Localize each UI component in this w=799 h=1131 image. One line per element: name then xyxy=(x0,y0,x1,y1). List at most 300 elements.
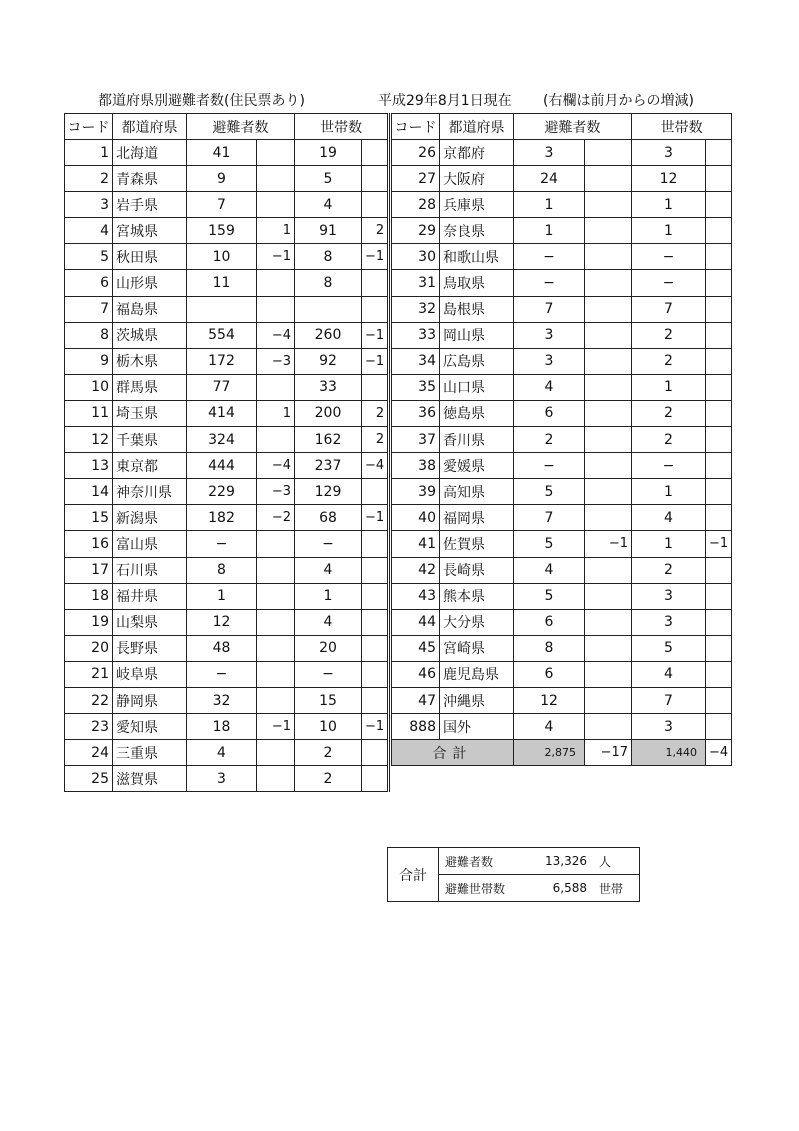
household-count: 5 xyxy=(295,166,362,192)
prefecture-name: 群馬県 xyxy=(113,374,187,400)
prefecture-name: 岡山県 xyxy=(440,322,514,348)
table-row xyxy=(65,244,389,270)
evacuee-change: −1 xyxy=(257,244,295,270)
evacuee-change xyxy=(585,453,632,479)
prefecture-name: 福島県 xyxy=(113,296,187,322)
household-change xyxy=(362,192,389,218)
household-count: 7 xyxy=(632,296,706,322)
prefecture-code: 4 xyxy=(65,218,113,244)
evacuees-total-unit: 人 xyxy=(593,848,640,875)
evacuees-header: 避難者数 xyxy=(514,114,632,140)
evacuee-count: 77 xyxy=(187,374,257,400)
left-prefecture-table xyxy=(64,113,390,792)
household-count: 19 xyxy=(295,140,362,166)
household-change xyxy=(706,270,732,296)
evacuee-change: −3 xyxy=(257,479,295,505)
evacuee-change xyxy=(257,687,295,713)
prefecture-code: 5 xyxy=(65,244,113,270)
household-count: − xyxy=(632,244,706,270)
evacuee-count: 4 xyxy=(514,557,585,583)
household-change xyxy=(706,140,732,166)
evacuee-change xyxy=(585,400,632,426)
households-total-label: 避難世帯数 xyxy=(439,875,522,902)
evacuee-change xyxy=(585,583,632,609)
prefecture-code: 888 xyxy=(392,714,440,740)
household-count: 3 xyxy=(632,140,706,166)
evacuee-count: 172 xyxy=(187,348,257,374)
household-count: 1 xyxy=(632,374,706,400)
evacuee-count: − xyxy=(514,244,585,270)
prefecture-name: 埼玉県 xyxy=(113,400,187,426)
table-row xyxy=(392,296,732,322)
household-count: 2 xyxy=(632,557,706,583)
households-total-unit: 世帯 xyxy=(593,875,640,902)
household-change xyxy=(362,583,389,609)
evacuee-count: 159 xyxy=(187,218,257,244)
right-prefecture-table xyxy=(391,113,732,766)
table-row xyxy=(65,296,389,322)
table-row xyxy=(392,218,732,244)
subtotal-households: 1,440 xyxy=(632,740,706,766)
evacuee-count: 5 xyxy=(514,583,585,609)
table-row xyxy=(65,557,389,583)
prefecture-code: 1 xyxy=(65,140,113,166)
household-change: 2 xyxy=(362,400,389,426)
prefecture-code: 45 xyxy=(392,635,440,661)
prefecture-code: 32 xyxy=(392,296,440,322)
document-title: 都道府県別避難者数(住民票あり) xyxy=(98,93,305,109)
prefecture-code: 35 xyxy=(392,374,440,400)
prefecture-name: 鹿児島県 xyxy=(440,661,514,687)
households-header: 世帯数 xyxy=(295,114,389,140)
household-count: 129 xyxy=(295,479,362,505)
prefecture-code: 29 xyxy=(392,218,440,244)
prefecture-name: 島根県 xyxy=(440,296,514,322)
prefecture-name: 愛媛県 xyxy=(440,453,514,479)
evacuee-count: 5 xyxy=(514,531,585,557)
evacuee-change xyxy=(257,583,295,609)
prefecture-code: 26 xyxy=(392,140,440,166)
household-change xyxy=(362,635,389,661)
prefecture-code: 8 xyxy=(65,322,113,348)
evacuee-change: −4 xyxy=(257,453,295,479)
code-header: コード xyxy=(65,114,113,140)
household-count: 15 xyxy=(295,687,362,713)
household-change xyxy=(706,296,732,322)
household-change xyxy=(362,609,389,635)
evacuee-count xyxy=(187,296,257,322)
prefecture-code: 40 xyxy=(392,505,440,531)
prefecture-code: 9 xyxy=(65,348,113,374)
household-count: 1 xyxy=(632,218,706,244)
evacuee-count: 5 xyxy=(514,479,585,505)
household-count: − xyxy=(632,453,706,479)
household-count: 8 xyxy=(295,270,362,296)
household-count: 2 xyxy=(295,766,362,792)
household-count: 8 xyxy=(295,244,362,270)
grand-total-label: 合計 xyxy=(388,848,439,902)
evacuee-change xyxy=(585,687,632,713)
prefecture-code: 19 xyxy=(65,609,113,635)
household-change xyxy=(362,766,389,792)
table-row xyxy=(392,322,732,348)
prefecture-name: 長野県 xyxy=(113,635,187,661)
table-row xyxy=(65,661,389,687)
evacuee-count: − xyxy=(514,270,585,296)
household-count: 33 xyxy=(295,374,362,400)
evacuee-count: 3 xyxy=(514,322,585,348)
evacuee-change xyxy=(257,140,295,166)
household-count: − xyxy=(295,531,362,557)
evacuee-change xyxy=(585,322,632,348)
prefecture-code: 23 xyxy=(65,714,113,740)
prefecture-code: 27 xyxy=(392,166,440,192)
evacuee-change: −1 xyxy=(257,714,295,740)
household-count: 2 xyxy=(295,740,362,766)
prefecture-name: 岩手県 xyxy=(113,192,187,218)
prefecture-code: 21 xyxy=(65,661,113,687)
prefecture-code: 38 xyxy=(392,453,440,479)
table-row xyxy=(65,348,389,374)
household-change xyxy=(706,453,732,479)
prefecture-name: 兵庫県 xyxy=(440,192,514,218)
evacuee-count: 324 xyxy=(187,427,257,453)
household-change xyxy=(362,296,389,322)
prefecture-name: 大阪府 xyxy=(440,166,514,192)
table-row xyxy=(65,583,389,609)
document-header xyxy=(0,90,799,112)
evacuee-change xyxy=(257,661,295,687)
household-count: 4 xyxy=(295,192,362,218)
prefecture-name: 富山県 xyxy=(113,531,187,557)
evacuee-count: 2 xyxy=(514,427,585,453)
evacuee-change xyxy=(257,374,295,400)
table-row xyxy=(65,505,389,531)
evacuee-count: 554 xyxy=(187,322,257,348)
household-count: 68 xyxy=(295,505,362,531)
evacuee-count: 10 xyxy=(187,244,257,270)
household-change: −1 xyxy=(362,714,389,740)
household-change xyxy=(362,661,389,687)
evacuee-count: − xyxy=(514,453,585,479)
as-of-date: 平成29年8月1日現在 xyxy=(378,93,512,109)
evacuee-count: 12 xyxy=(514,687,585,713)
prefecture-name: 大分県 xyxy=(440,609,514,635)
evacuee-change xyxy=(585,661,632,687)
prefecture-header: 都道府県 xyxy=(440,114,514,140)
prefecture-name: 福岡県 xyxy=(440,505,514,531)
household-change xyxy=(706,687,732,713)
prefecture-code: 43 xyxy=(392,583,440,609)
prefecture-code: 18 xyxy=(65,583,113,609)
prefecture-code: 17 xyxy=(65,557,113,583)
household-count: 2 xyxy=(632,348,706,374)
evacuee-count: 7 xyxy=(187,192,257,218)
household-count: 3 xyxy=(632,609,706,635)
household-change xyxy=(706,609,732,635)
household-change xyxy=(362,740,389,766)
evacuee-count: 4 xyxy=(514,374,585,400)
table-row xyxy=(392,687,732,713)
evacuee-count: 1 xyxy=(187,583,257,609)
table-row xyxy=(65,531,389,557)
household-change xyxy=(706,400,732,426)
households-header: 世帯数 xyxy=(632,114,732,140)
table-row xyxy=(392,374,732,400)
household-count: 2 xyxy=(632,400,706,426)
household-change: 2 xyxy=(362,218,389,244)
prefecture-code: 44 xyxy=(392,609,440,635)
evacuee-change: −3 xyxy=(257,348,295,374)
evacuee-change xyxy=(257,531,295,557)
subtotal-evacuees: 2,875 xyxy=(514,740,585,766)
table-row xyxy=(392,714,732,740)
evacuee-count: − xyxy=(187,661,257,687)
table-row xyxy=(65,270,389,296)
evacuee-count: 6 xyxy=(514,609,585,635)
household-change: −4 xyxy=(362,453,389,479)
evacuee-change xyxy=(257,766,295,792)
household-count: − xyxy=(632,270,706,296)
evacuee-change xyxy=(585,609,632,635)
household-count: 4 xyxy=(295,609,362,635)
household-count: 1 xyxy=(632,192,706,218)
evacuee-change: −1 xyxy=(585,531,632,557)
prefecture-name: 千葉県 xyxy=(113,427,187,453)
prefecture-name: 青森県 xyxy=(113,166,187,192)
household-change: 2 xyxy=(362,427,389,453)
prefecture-name: 東京都 xyxy=(113,453,187,479)
prefecture-name: 神奈川県 xyxy=(113,479,187,505)
evacuee-count: 1 xyxy=(514,218,585,244)
prefecture-name: 愛知県 xyxy=(113,714,187,740)
household-count: 5 xyxy=(632,635,706,661)
prefecture-code: 39 xyxy=(392,479,440,505)
evacuee-count: 9 xyxy=(187,166,257,192)
table-row xyxy=(65,687,389,713)
evacuee-change: −2 xyxy=(257,505,295,531)
table-row xyxy=(392,531,732,557)
table-row xyxy=(392,192,732,218)
evacuee-count: 182 xyxy=(187,505,257,531)
prefecture-name: 宮城県 xyxy=(113,218,187,244)
table-row xyxy=(392,270,732,296)
evacuee-change xyxy=(257,192,295,218)
evacuee-change xyxy=(257,296,295,322)
table-row xyxy=(392,427,732,453)
prefecture-name: 和歌山県 xyxy=(440,244,514,270)
household-count: 2 xyxy=(632,322,706,348)
prefecture-code: 47 xyxy=(392,687,440,713)
household-change xyxy=(362,479,389,505)
evacuee-change xyxy=(257,609,295,635)
household-change xyxy=(706,374,732,400)
table-row xyxy=(65,400,389,426)
table-row xyxy=(65,635,389,661)
household-change: −1 xyxy=(706,531,732,557)
household-count: 237 xyxy=(295,453,362,479)
evacuee-change xyxy=(257,740,295,766)
evacuee-change xyxy=(257,427,295,453)
evacuee-change xyxy=(585,557,632,583)
household-change xyxy=(706,218,732,244)
prefecture-code: 13 xyxy=(65,453,113,479)
household-count xyxy=(295,296,362,322)
evacuees-header: 避難者数 xyxy=(187,114,295,140)
evacuee-change xyxy=(585,296,632,322)
evacuee-count: 7 xyxy=(514,296,585,322)
table-row xyxy=(392,635,732,661)
evacuee-change xyxy=(257,557,295,583)
evacuee-count: − xyxy=(187,531,257,557)
prefecture-name: 佐賀県 xyxy=(440,531,514,557)
household-change xyxy=(362,140,389,166)
household-count: 162 xyxy=(295,427,362,453)
evacuee-count: 41 xyxy=(187,140,257,166)
evacuee-count: 8 xyxy=(187,557,257,583)
household-count: 260 xyxy=(295,322,362,348)
table-row xyxy=(65,766,389,792)
table-row xyxy=(392,609,732,635)
household-change xyxy=(706,244,732,270)
household-change xyxy=(362,531,389,557)
household-change xyxy=(362,557,389,583)
household-change xyxy=(706,479,732,505)
prefecture-code: 22 xyxy=(65,687,113,713)
evacuee-change xyxy=(585,374,632,400)
household-change xyxy=(706,661,732,687)
evacuee-change xyxy=(585,140,632,166)
prefecture-name: 山口県 xyxy=(440,374,514,400)
table-row xyxy=(65,322,389,348)
evacuee-count: 3 xyxy=(514,140,585,166)
prefecture-code: 42 xyxy=(392,557,440,583)
prefecture-code: 33 xyxy=(392,322,440,348)
household-count: 7 xyxy=(632,687,706,713)
household-change xyxy=(706,192,732,218)
evacuee-count: 32 xyxy=(187,687,257,713)
household-change xyxy=(706,427,732,453)
prefecture-code: 28 xyxy=(392,192,440,218)
household-count: 3 xyxy=(632,583,706,609)
prefecture-name: 奈良県 xyxy=(440,218,514,244)
table-row xyxy=(392,583,732,609)
prefecture-name: 石川県 xyxy=(113,557,187,583)
household-change xyxy=(706,348,732,374)
table-row xyxy=(65,609,389,635)
household-change xyxy=(706,635,732,661)
table-row xyxy=(65,427,389,453)
household-change xyxy=(362,270,389,296)
evacuee-count: 48 xyxy=(187,635,257,661)
table-row xyxy=(392,557,732,583)
table-header-row xyxy=(392,114,732,140)
evacuee-change: 1 xyxy=(257,400,295,426)
evacuee-count: 1 xyxy=(514,192,585,218)
evacuee-change xyxy=(257,166,295,192)
prefecture-code: 15 xyxy=(65,505,113,531)
household-change xyxy=(706,505,732,531)
household-count: 12 xyxy=(632,166,706,192)
household-count: 92 xyxy=(295,348,362,374)
prefecture-code: 37 xyxy=(392,427,440,453)
household-change: −1 xyxy=(362,322,389,348)
table-row xyxy=(392,505,732,531)
evacuee-count: 24 xyxy=(514,166,585,192)
evacuee-change xyxy=(585,479,632,505)
table-row xyxy=(65,218,389,244)
household-count: 200 xyxy=(295,400,362,426)
prefecture-name: 新潟県 xyxy=(113,505,187,531)
evacuee-count: 6 xyxy=(514,400,585,426)
table-row xyxy=(65,374,389,400)
evacuee-count: 3 xyxy=(514,348,585,374)
household-change xyxy=(706,583,732,609)
household-change xyxy=(362,687,389,713)
household-change: −1 xyxy=(362,348,389,374)
table-row xyxy=(65,740,389,766)
subtotal-household-change: −4 xyxy=(706,740,732,766)
prefecture-code: 31 xyxy=(392,270,440,296)
prefecture-code: 6 xyxy=(65,270,113,296)
household-change xyxy=(706,714,732,740)
prefecture-name: 静岡県 xyxy=(113,687,187,713)
evacuee-change xyxy=(585,218,632,244)
prefecture-code: 46 xyxy=(392,661,440,687)
prefecture-code: 2 xyxy=(65,166,113,192)
grand-total-box xyxy=(387,847,640,902)
prefecture-name: 北海道 xyxy=(113,140,187,166)
column-note: (右欄は前月からの増減) xyxy=(543,93,694,109)
evacuee-count: 444 xyxy=(187,453,257,479)
prefecture-name: 茨城県 xyxy=(113,322,187,348)
prefecture-name: 栃木県 xyxy=(113,348,187,374)
household-change: −1 xyxy=(362,244,389,270)
prefecture-code: 11 xyxy=(65,400,113,426)
prefecture-code: 12 xyxy=(65,427,113,453)
subtotal-evacuee-change: −17 xyxy=(585,740,632,766)
table-row xyxy=(65,453,389,479)
household-count: 4 xyxy=(295,557,362,583)
table-row xyxy=(392,400,732,426)
evacuee-change: −4 xyxy=(257,322,295,348)
prefecture-name: 高知県 xyxy=(440,479,514,505)
household-count: 1 xyxy=(632,531,706,557)
evacuee-change xyxy=(585,244,632,270)
evacuee-change xyxy=(257,635,295,661)
evacuee-change xyxy=(585,635,632,661)
table-row xyxy=(392,479,732,505)
evacuees-total-label: 避難者数 xyxy=(439,848,522,875)
table-row xyxy=(392,348,732,374)
table-row xyxy=(392,453,732,479)
prefecture-name: 京都府 xyxy=(440,140,514,166)
evacuee-change xyxy=(585,348,632,374)
prefecture-name: 滋賀県 xyxy=(113,766,187,792)
prefecture-name: 国外 xyxy=(440,714,514,740)
prefecture-code: 3 xyxy=(65,192,113,218)
prefecture-code: 30 xyxy=(392,244,440,270)
household-count: 2 xyxy=(632,427,706,453)
evacuee-change xyxy=(585,714,632,740)
prefecture-code: 14 xyxy=(65,479,113,505)
table-row xyxy=(65,140,389,166)
household-count: 4 xyxy=(632,661,706,687)
table-row xyxy=(65,166,389,192)
code-header: コード xyxy=(392,114,440,140)
evacuee-count: 18 xyxy=(187,714,257,740)
household-count: 1 xyxy=(632,479,706,505)
